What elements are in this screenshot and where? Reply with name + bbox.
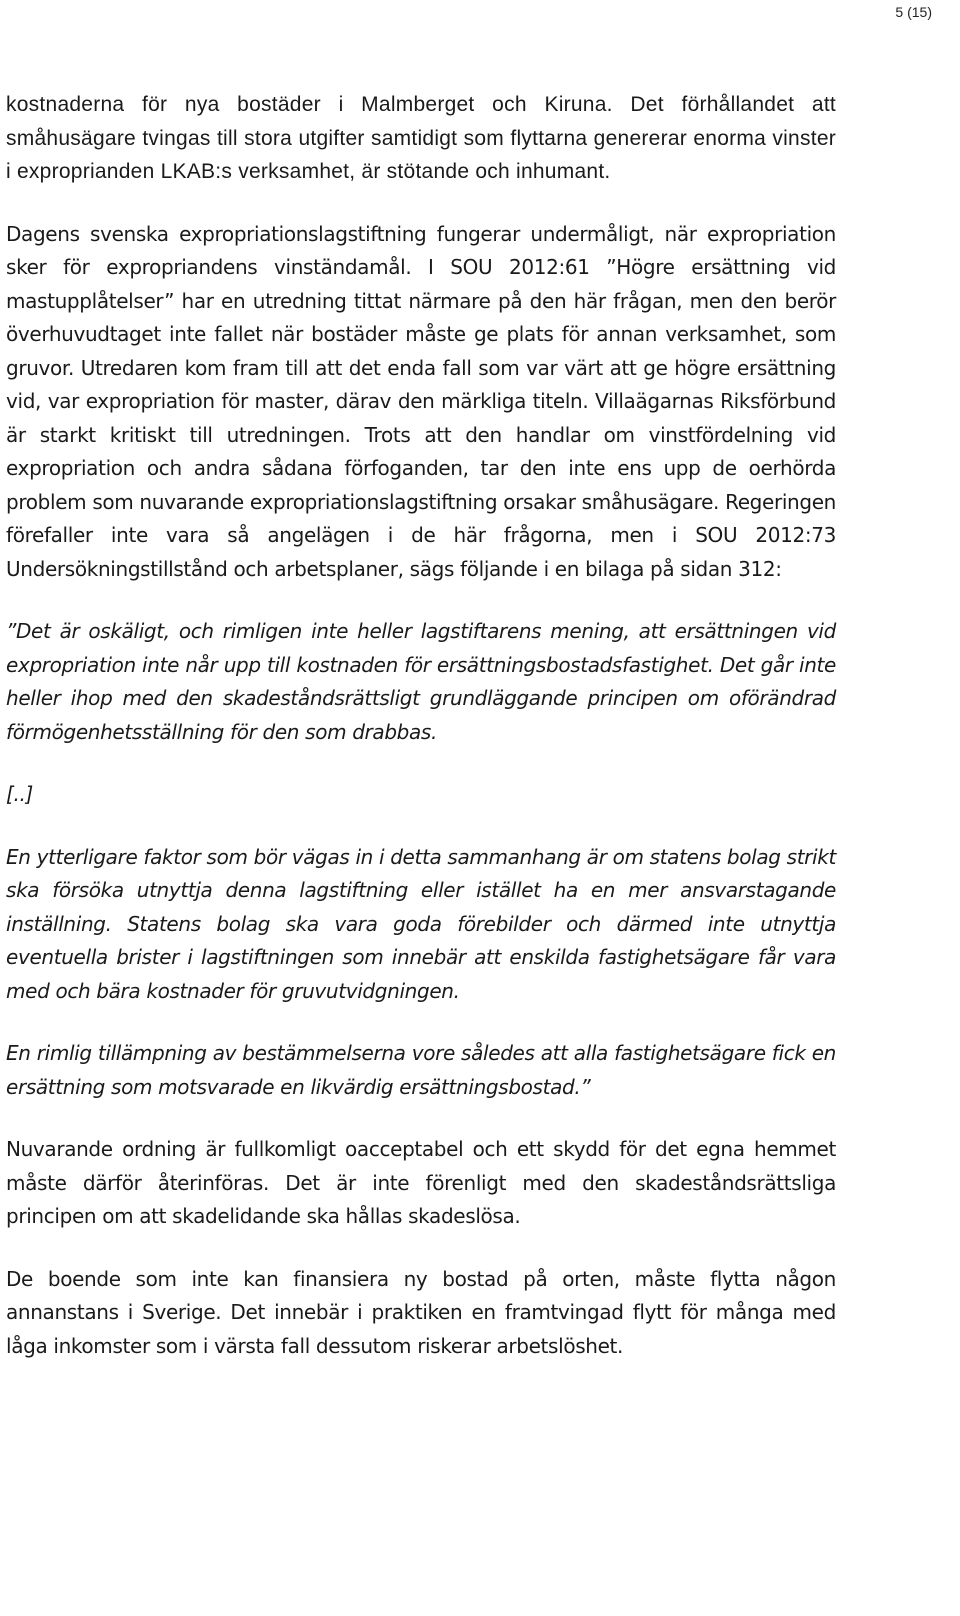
quote-paragraph-1: ”Det är oskäligt, och rimligen inte heller lagstiftarens mening, att ersättningen vid expropriation inte når upp till kostnaden för ersättningsbostadsfastighet. Det går inte heller ihop med den skadeståndsrättsligt grundläggande principen om oförändrad förmögenhetsställning för den som drabbas.	[6, 619, 836, 744]
page-number: 5 (15)	[895, 4, 932, 20]
paragraph-3: Nuvarande ordning är fullkomligt oacceptabel och ett skydd för det egna hemmet måste därför återinföras. Det är inte förenligt med den skadeståndsrättsliga principen om att skadelidande ska hållas skadeslösa.	[6, 1137, 836, 1228]
document-body	[6, 88, 836, 1386]
paragraph-2: Dagens svenska expropriationslagstiftning fungerar undermåligt, när expropriation sker för expropriandens vinständamål. I SOU 2012:61 ”Högre ersättning vid mastupplåtelser” har en utredning tittat närmare på den här frågan, men den berör överhuvudtaget inte fallet när bostäder måste ge plats för annan verksamhet, som gruvor. Utredaren kom fram till att det enda fall som var värt att ge högre ersättning vid, var expropriation för master, därav den märkliga titeln. Villaägarnas Riksförbund är starkt kritiskt till utredningen. Trots att den handlar om vinstfördelning vid expropriation och andra sådana förfoganden, tar den inte ens upp de oerhörda problem som nuvarande expropriationslagstiftning orsakar småhusägare. Regeringen förefaller inte vara så angelägen i de här frågorna, men i SOU 2012:73 Undersökningstillstånd och arbetsplaner, sägs följande i en bilaga på sidan 312:	[6, 221, 836, 581]
quote-paragraph-2: En ytterligare faktor som bör vägas in i detta sammanhang är om statens bolag strikt ska försöka utnyttja denna lagstiftning eller istället ha en mer ansvarstagande inställning. Statens bolag ska vara goda förebilder och därmed inte utnyttja eventuella brister i lagstiftningen som innebär att enskilda fastighetsägare får vara med och bära kostnader för gruvutvidgningen.	[6, 844, 836, 1003]
quote-ellipsis: [..]	[6, 782, 33, 806]
paragraph-1: kostnaderna för nya bostäder i Malmberget och Kiruna. Det förhållandet att småhusägare tvingas till stora utgifter samtidigt som flyttarna genererar enorma vinster i exproprianden LKAB:s verksamhet, är stötande och inhumant.	[6, 93, 836, 183]
quote-paragraph-3: En rimlig tillämpning av bestämmelserna vore således att alla fastighetsägare fick en ersättning som motsvarade en likvärdig ersättningsbostad.”	[6, 1041, 836, 1099]
paragraph-4: De boende som inte kan finansiera ny bostad på orten, måste flytta någon annanstans i Sverige. Det innebär i praktiken en framtvingad flytt för många med låga inkomster som i värsta fall dessutom riskerar arbetslöshet.	[6, 1266, 836, 1358]
